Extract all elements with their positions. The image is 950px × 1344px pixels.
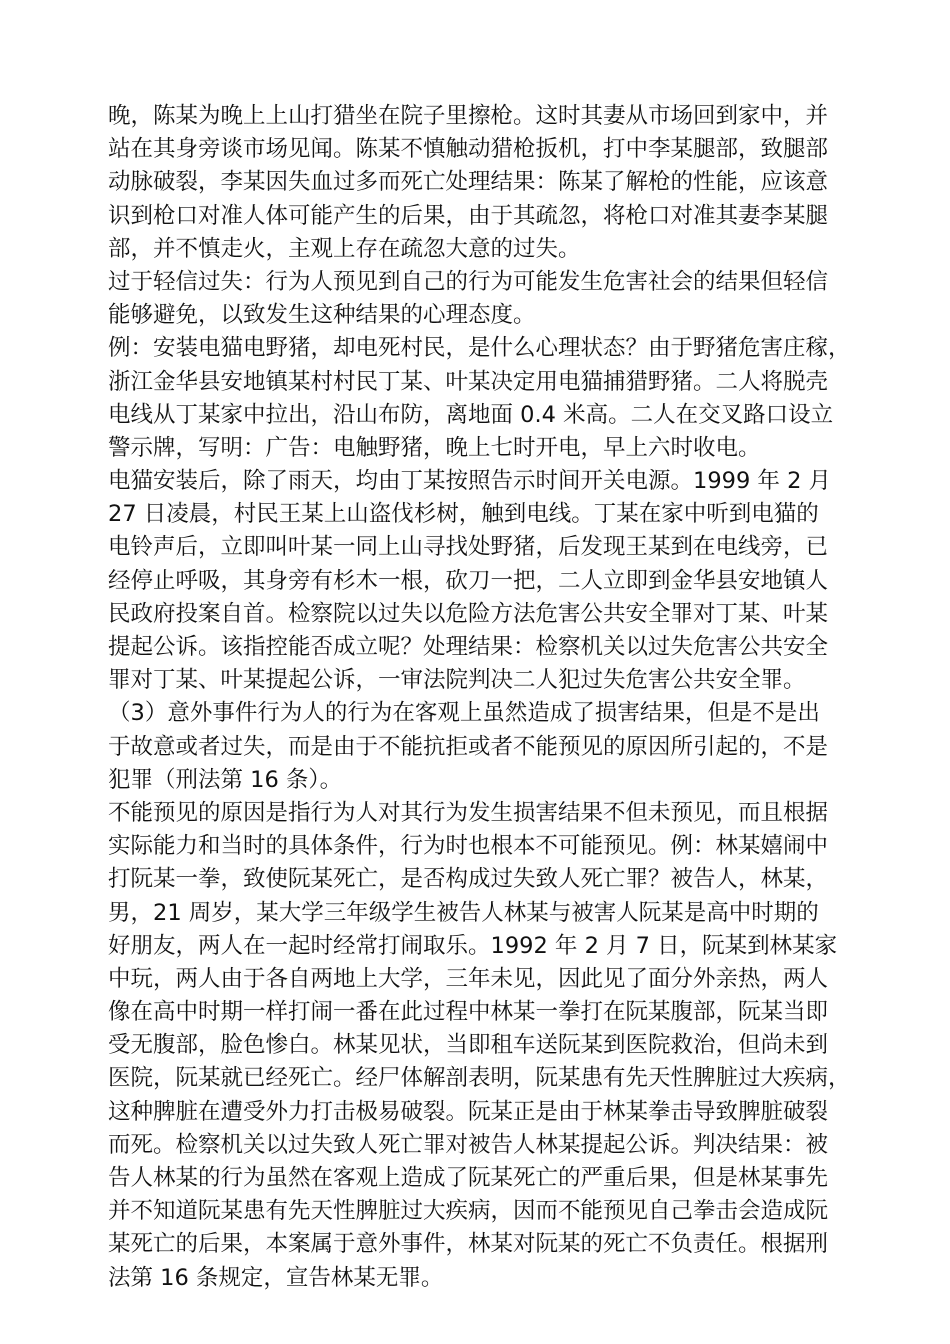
text-line: 电猫安装后，除了雨天，均由丁某按照告示时间开关电源。1999 年 2 月 bbox=[108, 468, 832, 495]
text-line: 警示牌，写明：广告：电触野猪，晚上七时开电，早上六时收电。 bbox=[108, 434, 761, 461]
text-line: 告人林某的行为虽然在客观上造成了阮某死亡的严重后果，但是林某事先 bbox=[108, 1165, 829, 1191]
text-line: 像在高中时期一样打闹一番在此过程中林某一拳打在阮某腹部，阮某当即 bbox=[108, 999, 829, 1026]
text-line: 部，并不慎走火，主观上存在疏忽大意的过失。 bbox=[108, 235, 581, 262]
text-line: 男，21 周岁，某大学三年级学生被告人林某与被害人阮某是高中时期的 bbox=[108, 899, 819, 926]
text-line: （3）意外事件行为人的行为在客观上虽然造成了损害结果，但是不是出 bbox=[108, 700, 820, 727]
text-line: 而死。检察机关以过失致人死亡罪对被告人林某提起公诉。判决结果：被 bbox=[108, 1131, 829, 1158]
text-line: 这种脾脏在遭受外力打击极易破裂。阮某正是由于林某拳击导致脾脏破裂 bbox=[108, 1098, 829, 1125]
text-line: 晚，陈某为晚上上山打猎坐在院子里擦枪。这时其妻从市场回到家中，并 bbox=[108, 103, 829, 129]
text-line: 经停止呼吸，其身旁有杉木一根，砍刀一把，二人立即到金华县安地镇人 bbox=[108, 567, 829, 594]
text-line: 动脉破裂，李某因失血过多而死亡处理结果：陈某了解枪的性能，应该意 bbox=[108, 169, 829, 196]
text-line: 电铃声后，立即叫叶某一同上山寻找处野猪，后发现王某到在电线旁，已 bbox=[108, 534, 829, 561]
text-line: 罪对丁某、叶某提起公诉，一审法院判决二人犯过失危害公共安全罪。 bbox=[108, 667, 806, 694]
text-line: 于故意或者过失，而是由于不能抗拒或者不能预见的原因所引起的，不是 bbox=[108, 733, 829, 760]
text-line: 提起公诉。该指控能否成立呢？处理结果：检察机关以过失危害公共安全 bbox=[108, 634, 829, 660]
text-line: 受无腹部，脸色惨白。林某见状，当即租车送阮某到医院救治，但尚未到 bbox=[108, 1032, 829, 1059]
body-text bbox=[108, 100, 868, 1295]
text-line: 并不知道阮某患有先天性脾脏过大疾病，因而不能预见自己拳击会造成阮 bbox=[108, 1198, 829, 1225]
text-line: 浙江金华县安地镇某村村民丁某、叶某决定用电猫捕猎野猪。二人将脱壳 bbox=[108, 368, 829, 395]
text-line: 打阮某一拳，致使阮某死亡，是否构成过失致人死亡罪？被告人，林某， bbox=[108, 866, 829, 893]
text-line: 某死亡的后果，本案属于意外事件，林某对阮某的死亡不负责任。根据刑 bbox=[108, 1231, 829, 1258]
text-line: 不能预见的原因是指行为人对其行为发生损害结果不但未预见，而且根据 bbox=[108, 799, 829, 826]
text-line: 犯罪（刑法第 16 条）。 bbox=[108, 766, 343, 793]
text-line: 民政府投案自首。检察院以过失以危险方法危害公共安全罪对丁某、叶某 bbox=[108, 600, 829, 627]
text-line: 过于轻信过失：行为人预见到自己的行为可能发生危害社会的结果但轻信 bbox=[108, 268, 829, 295]
text-line: 医院，阮某就已经死亡。经尸体解剖表明，阮某患有先天性脾脏过大疾病， bbox=[108, 1065, 851, 1092]
text-line: 实际能力和当时的具体条件，行为时也根本不可能预见。例：林某嬉闹中 bbox=[108, 833, 829, 860]
text-line: 识到枪口对准人体可能产生的后果，由于其疏忽，将枪口对准其妻李某腿 bbox=[108, 202, 829, 229]
text-line: 电线从丁某家中拉出，沿山布防，离地面 0.4 米高。二人在交叉路口设立 bbox=[108, 401, 834, 428]
text-line: 能够避免，以致发生这种结果的心理态度。 bbox=[108, 302, 536, 329]
text-line: 站在其身旁谈市场见闻。陈某不慎触动猎枪扳机，打中李某腿部，致腿部 bbox=[108, 136, 829, 163]
text-line: 好朋友，两人在一起时经常打闹取乐。1992 年 2 月 7 日，阮某到林某家 bbox=[108, 932, 838, 959]
text-line: 法第 16 条规定，宣告林某无罪。 bbox=[108, 1264, 444, 1291]
text-line: 例：安装电猫电野猪，却电死村民，是什么心理状态？由于野猪危害庄稼， bbox=[108, 335, 851, 362]
text-line: 27 日凌晨，村民王某上山盗伐杉树，触到电线。丁某在家中听到电猫的 bbox=[108, 501, 819, 528]
text-line: 中玩，两人由于各自两地上大学，三年未见，因此见了面分外亲热，两人 bbox=[108, 965, 829, 992]
